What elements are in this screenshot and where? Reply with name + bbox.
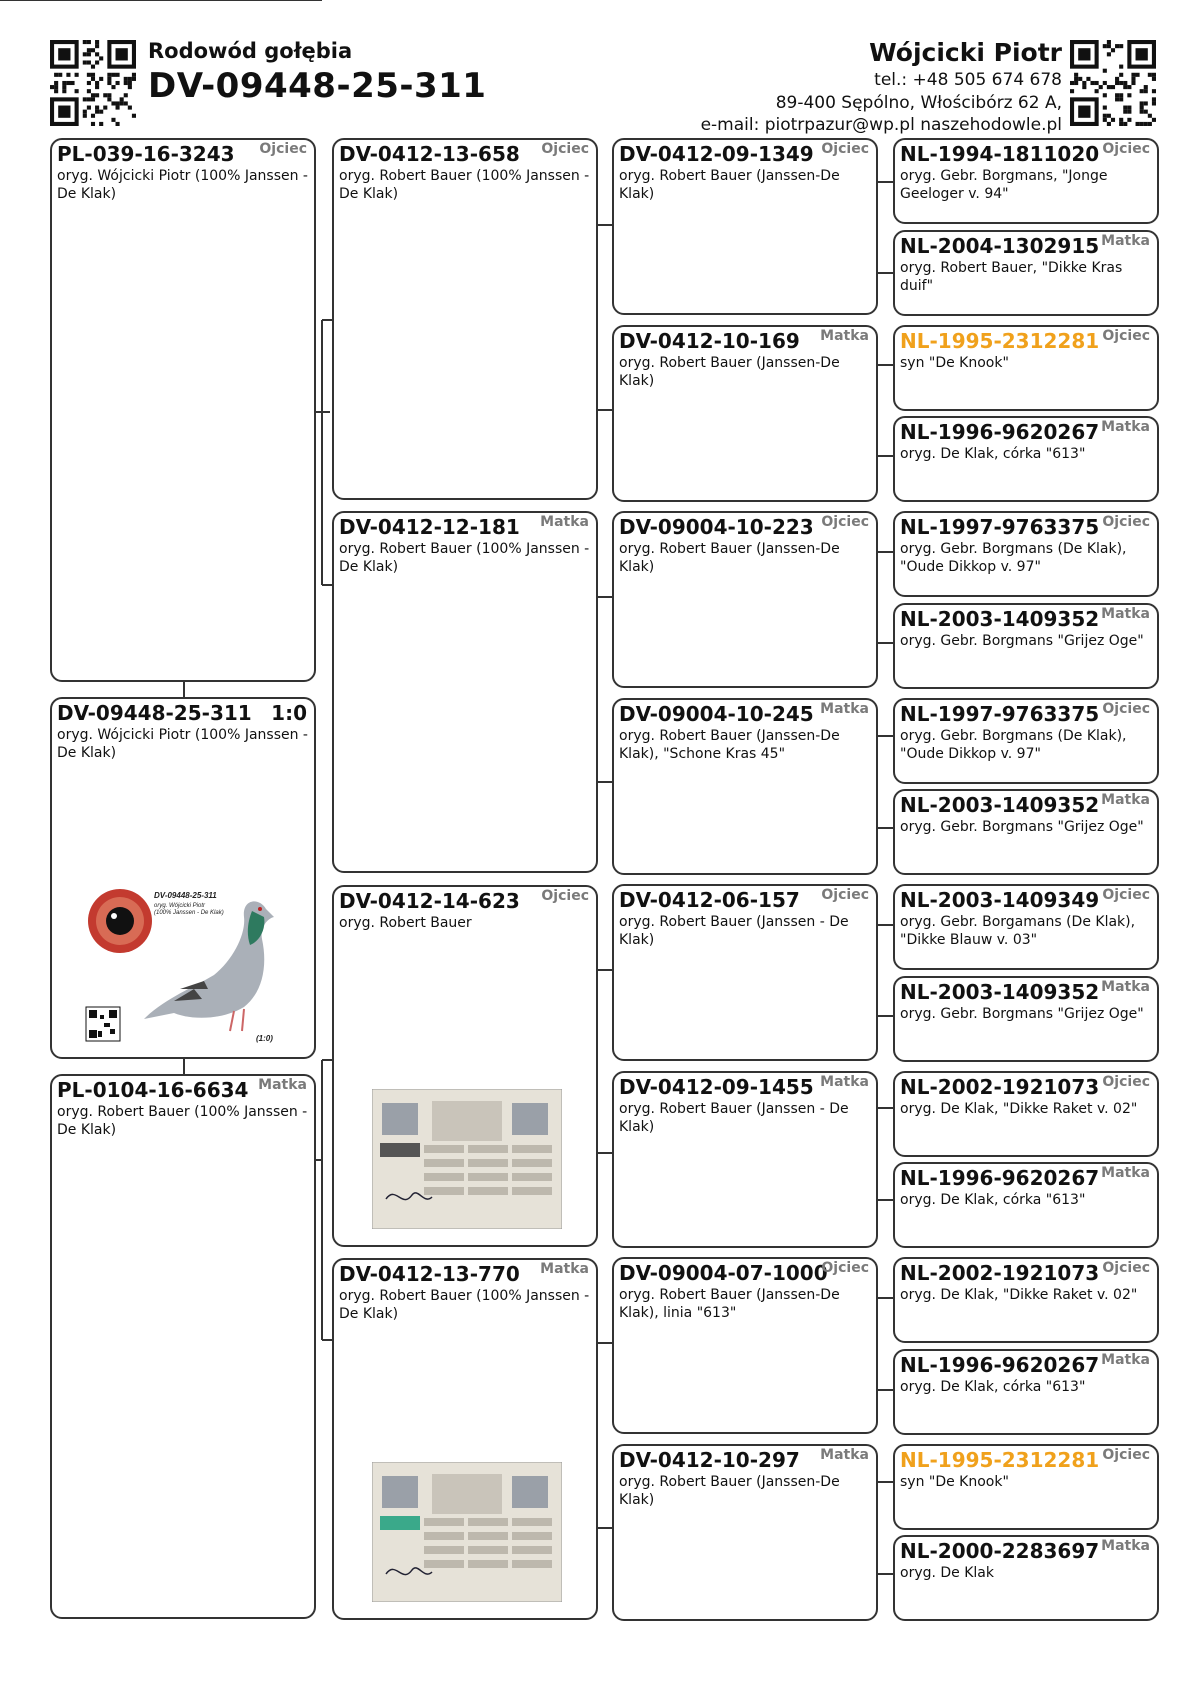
g3-card[interactable] xyxy=(612,1071,878,1248)
g4-card[interactable] xyxy=(893,603,1159,689)
g3-ring-number: DV-09004-10-245 xyxy=(619,701,814,726)
g4-role-label: Matka xyxy=(1101,1165,1150,1181)
g2-ring-number: DV-0412-13-658 xyxy=(339,142,520,166)
g3-role-label: Ojciec xyxy=(821,514,869,530)
g2-role-label: Ojciec xyxy=(541,888,589,904)
g4-description: oryg. De Klak, córka "613" xyxy=(900,446,1086,462)
g4-description: oryg. Gebr. Borgmans "Grijez Oge" xyxy=(900,819,1144,835)
g3-role-label: Matka xyxy=(820,1073,869,1090)
g4-ring-number: NL-2003-1409352 xyxy=(900,979,1100,1004)
g3-role-label: Matka xyxy=(820,1446,869,1463)
g2-card-1[interactable] xyxy=(332,138,598,500)
g4-ring-number: NL-2003-1409352 xyxy=(900,606,1100,631)
g3-description: oryg. Robert Bauer (Janssen-De Klak) xyxy=(619,1473,840,1508)
g4-role-label: Ojciec xyxy=(1102,700,1150,717)
g2-role-label: Ojciec xyxy=(541,141,589,157)
dam-description: oryg. Robert Bauer (100% Janssen - De Klak) xyxy=(57,1104,308,1138)
g4-role-label: Ojciec xyxy=(1102,141,1150,157)
g2-role-label: Matka xyxy=(540,1261,589,1277)
g3-ring-number: DV-09004-10-223 xyxy=(619,515,814,539)
g3-card[interactable] xyxy=(612,138,878,315)
g4-ring-number: NL-1997-9763375 xyxy=(900,701,1100,726)
g4-description: oryg. De Klak, córka "613" xyxy=(900,1378,1086,1395)
g2-card-4[interactable] xyxy=(332,1258,598,1620)
g4-description: oryg. Gebr. Borgmans "Grijez Oge" xyxy=(900,632,1144,649)
g4-ring-number: NL-1996-9620267 xyxy=(900,1166,1100,1190)
sire-description: oryg. Wójcicki Piotr (100% Janssen - De Klak) xyxy=(57,168,308,202)
main-bird-card[interactable] xyxy=(50,697,316,1059)
g4-role-label: Matka xyxy=(1101,419,1150,435)
main-bird-photo xyxy=(84,889,284,1049)
g4-role-label: Ojciec xyxy=(1102,1446,1150,1463)
g4-role-label: Ojciec xyxy=(1102,1260,1150,1276)
g4-description: oryg. De Klak, "Dikke Raket v. 02" xyxy=(900,1287,1138,1303)
sire-ring-number: PL-039-16-3243 xyxy=(57,142,235,166)
photo-caption-owner: oryg. Wójcicki Piotr xyxy=(154,903,206,909)
g4-description: oryg. Gebr. Borgamans (De Klak), "Dikke Blauw v. 03" xyxy=(900,914,1136,948)
main-bird-description: oryg. Wójcicki Piotr (100% Janssen - De Klak) xyxy=(57,727,308,761)
g3-description: oryg. Robert Bauer (Janssen-De Klak), linia "613" xyxy=(619,1287,840,1321)
g4-role-label: Matka xyxy=(1101,792,1150,808)
g2-role-label: Matka xyxy=(540,514,589,530)
g4-card[interactable] xyxy=(893,698,1159,784)
g3-description: oryg. Robert Bauer (Janssen-De Klak) xyxy=(619,354,840,389)
g3-description: oryg. Robert Bauer (Janssen - De Klak) xyxy=(619,1100,849,1135)
g3-card[interactable] xyxy=(612,511,878,688)
g4-card[interactable] xyxy=(893,1257,1159,1343)
g3-role-label: Matka xyxy=(820,327,869,344)
g4-card[interactable] xyxy=(893,325,1159,411)
g4-ring-number: NL-2002-1921073 xyxy=(900,1261,1100,1285)
owner-contact: e-mail: piotrpazur@wp.pl naszehodowle.pl xyxy=(700,115,1062,135)
g3-ring-number: DV-0412-09-1349 xyxy=(619,142,814,166)
main-bird-score: 1:0 xyxy=(271,701,307,725)
g4-description: oryg. Robert Bauer, "Dikke Kras duif" xyxy=(900,259,1123,294)
g4-description: oryg. De Klak, "Dikke Raket v. 02" xyxy=(900,1100,1138,1117)
photo-caption-score: (1:0) xyxy=(256,1034,273,1043)
g4-card[interactable] xyxy=(893,976,1159,1062)
g4-ring-number: NL-1994-1811020 xyxy=(900,142,1100,166)
photo-caption-ring: DV-09448-25-311 xyxy=(154,891,217,900)
g4-card[interactable] xyxy=(893,511,1159,597)
g4-description: oryg. Gebr. Borgmans, "Jonge Geeloger v. 94" xyxy=(900,168,1108,202)
g2-card-3[interactable] xyxy=(332,885,598,1247)
g4-ring-number: NL-2002-1921073 xyxy=(900,1074,1100,1099)
g4-ring-number: NL-1995-2312281 xyxy=(900,1447,1100,1472)
document-subtitle: Rodowód gołębia xyxy=(148,39,353,63)
g4-description: syn "De Knook" xyxy=(900,1473,1009,1490)
g4-description: syn "De Knook" xyxy=(900,354,1009,371)
g4-card[interactable] xyxy=(893,1535,1159,1621)
g4-description: oryg. Gebr. Borgmans "Grijez Oge" xyxy=(900,1005,1144,1022)
g3-ring-number: DV-0412-10-169 xyxy=(619,328,800,353)
g2-ring-number: DV-0412-12-181 xyxy=(339,515,520,539)
g2-ring-number: DV-0412-14-623 xyxy=(339,889,520,913)
g4-card[interactable] xyxy=(893,1444,1159,1530)
dam-role-label: Matka xyxy=(258,1077,307,1093)
g4-card[interactable] xyxy=(893,1162,1159,1248)
g4-role-label: Ojciec xyxy=(1102,514,1150,530)
g4-description: oryg. De Klak xyxy=(900,1565,994,1581)
g4-role-label: Matka xyxy=(1101,605,1150,622)
g3-ring-number: DV-09004-07-1000 xyxy=(619,1261,828,1285)
main-bird-ring-number: DV-09448-25-311 xyxy=(57,701,252,725)
g3-description: oryg. Robert Bauer (Janssen-De Klak) xyxy=(619,168,840,202)
g4-card[interactable] xyxy=(893,884,1159,970)
g3-card[interactable] xyxy=(612,325,878,502)
sire-role-label: Ojciec xyxy=(259,141,307,157)
g4-description: oryg. Gebr. Borgmans (De Klak), "Oude Dikkop v. 97" xyxy=(900,727,1127,762)
g4-role-label: Matka xyxy=(1101,1351,1150,1368)
certificate-image xyxy=(372,1089,562,1229)
g3-ring-number: DV-0412-10-297 xyxy=(619,1447,800,1472)
g4-description: oryg. Gebr. Borgmans (De Klak), "Oude Dikkop v. 97" xyxy=(900,541,1127,575)
g4-ring-number: NL-2003-1409349 xyxy=(900,888,1100,912)
g4-role-label: Matka xyxy=(1101,232,1150,249)
g4-ring-number: NL-2004-1302915 xyxy=(900,233,1100,258)
g4-card[interactable] xyxy=(893,1349,1159,1435)
g3-card[interactable] xyxy=(612,1257,878,1434)
dam-ring-number: PL-0104-16-6634 xyxy=(57,1078,249,1102)
g4-role-label: Matka xyxy=(1101,1538,1150,1554)
g3-ring-number: DV-0412-06-157 xyxy=(619,888,800,912)
g2-card-2[interactable] xyxy=(332,511,598,873)
g4-card[interactable] xyxy=(893,1071,1159,1157)
g2-description: oryg. Robert Bauer (100% Janssen - De Klak) xyxy=(339,1288,590,1322)
sire-card[interactable] xyxy=(50,138,316,682)
g3-role-label: Matka xyxy=(820,700,869,717)
g3-description: oryg. Robert Bauer (Janssen-De Klak) xyxy=(619,541,840,575)
photo-caption-strain: (100% Janssen - De Klak) xyxy=(154,910,224,916)
g2-description: oryg. Robert Bauer xyxy=(339,915,472,931)
dam-card[interactable] xyxy=(50,1074,316,1619)
g4-ring-number: NL-2000-2283697 xyxy=(900,1539,1100,1563)
certificate-image xyxy=(372,1462,562,1602)
g3-card[interactable] xyxy=(612,698,878,875)
g3-description: oryg. Robert Bauer (Janssen-De Klak), "Schone Kras 45" xyxy=(619,727,840,762)
g4-ring-number: NL-1996-9620267 xyxy=(900,420,1100,444)
g3-card[interactable] xyxy=(612,1444,878,1621)
g4-card[interactable] xyxy=(893,138,1159,224)
owner-name: Wójcicki Piotr xyxy=(869,38,1062,67)
g3-role-label: Ojciec xyxy=(821,1260,869,1276)
g4-card[interactable] xyxy=(893,789,1159,875)
g4-ring-number: NL-1995-2312281 xyxy=(900,328,1100,353)
g4-ring-number: NL-1996-9620267 xyxy=(900,1352,1100,1377)
g3-ring-number: DV-0412-09-1455 xyxy=(619,1074,814,1099)
g4-description: oryg. De Klak, córka "613" xyxy=(900,1192,1086,1208)
g4-role-label: Ojciec xyxy=(1102,1073,1150,1090)
g4-role-label: Matka xyxy=(1101,978,1150,995)
g3-role-label: Ojciec xyxy=(821,141,869,157)
g2-ring-number: DV-0412-13-770 xyxy=(339,1262,520,1286)
document-title-ring-number: DV-09448-25-311 xyxy=(148,66,487,106)
owner-address: 89-400 Sępólno, Włościbórz 62 A, xyxy=(775,93,1062,113)
g4-role-label: Ojciec xyxy=(1102,327,1150,344)
g4-card[interactable] xyxy=(893,416,1159,502)
g4-ring-number: NL-1997-9763375 xyxy=(900,515,1100,539)
g4-ring-number: NL-2003-1409352 xyxy=(900,793,1100,817)
g4-card[interactable] xyxy=(893,230,1159,316)
g3-role-label: Ojciec xyxy=(821,887,869,903)
g3-card[interactable] xyxy=(612,884,878,1061)
g3-description: oryg. Robert Bauer (Janssen - De Klak) xyxy=(619,914,849,948)
g2-description: oryg. Robert Bauer (100% Janssen - De Klak) xyxy=(339,168,590,202)
g2-description: oryg. Robert Bauer (100% Janssen - De Klak) xyxy=(339,541,590,575)
owner-phone: tel.: +48 505 674 678 xyxy=(874,70,1062,90)
g4-role-label: Ojciec xyxy=(1102,887,1150,903)
